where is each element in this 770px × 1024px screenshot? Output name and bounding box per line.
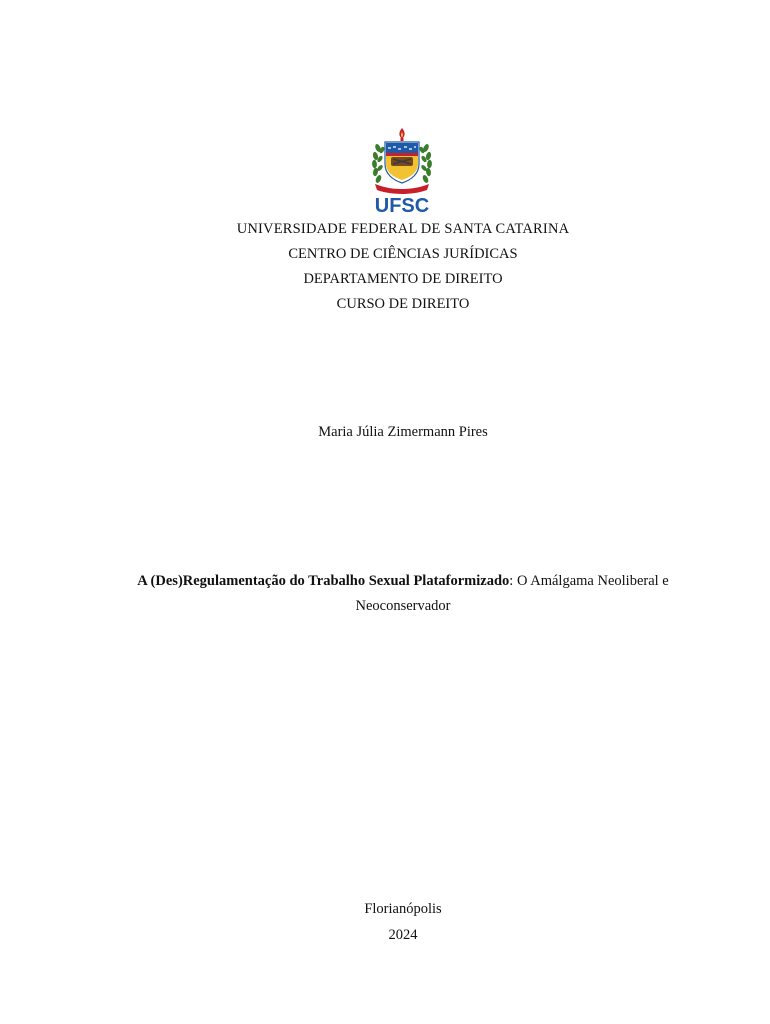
thesis-title-bold: A (Des)Regulamentação do Trabalho Sexual Plataformizado	[137, 573, 510, 589]
city: Florianópolis	[364, 901, 442, 917]
author-name: Maria Júlia Zimermann Pires	[318, 424, 488, 440]
center-name: CENTRO DE CIÊNCIAS JURÍDICAS	[288, 246, 518, 262]
department-name: DEPARTAMENTO DE DIREITO	[303, 271, 503, 287]
course-name: CURSO DE DIREITO	[336, 296, 470, 312]
thesis-title	[0, 572, 770, 590]
university-name: UNIVERSIDADE FEDERAL DE SANTA CATARINA	[236, 221, 570, 237]
thesis-title-continuation: Neoconservador	[355, 598, 451, 614]
thesis-title-subtitle: O Amálgama Neoliberal e	[516, 573, 669, 589]
thesis-title-separator: :	[509, 573, 517, 589]
ufsc-logo-text: UFSC	[374, 195, 430, 214]
year: 2024	[388, 927, 418, 943]
ufsc-logo	[367, 126, 437, 214]
